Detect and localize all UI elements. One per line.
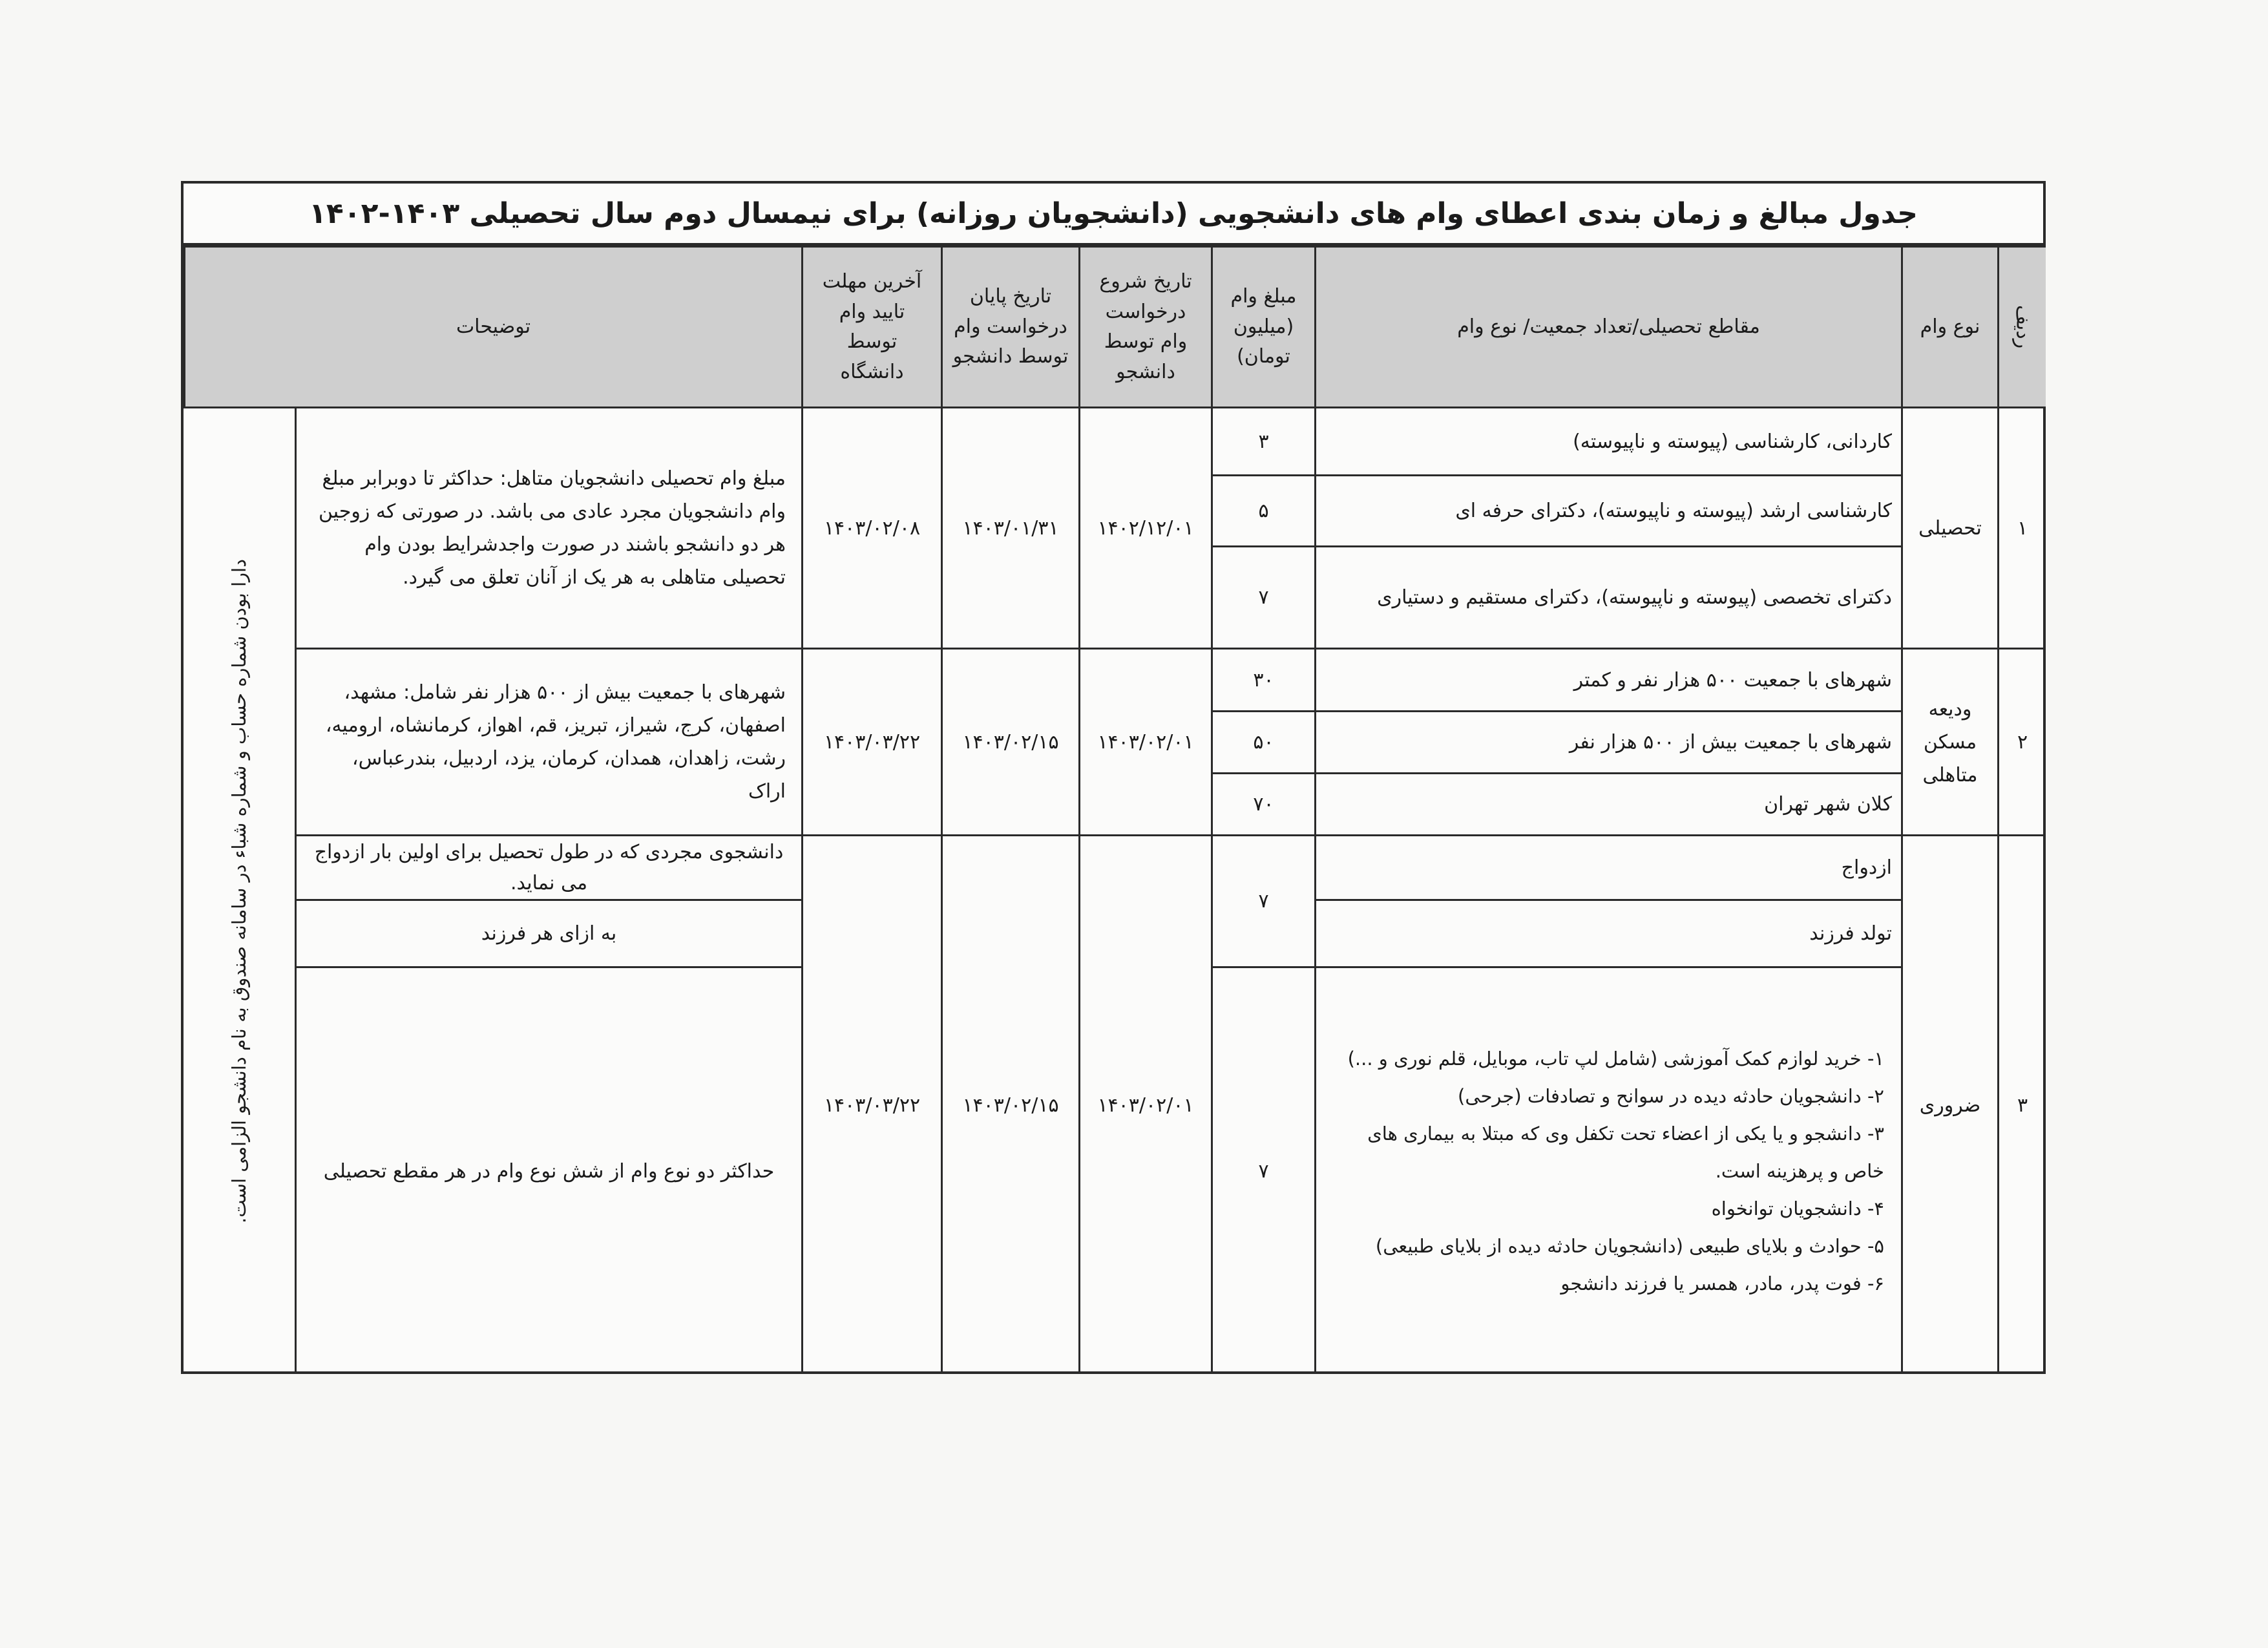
deadline-1: ۱۴۰۳/۰۲/۰۸ — [801, 407, 941, 648]
row-number-1: ۱ — [1997, 407, 2046, 648]
deadline-2: ۱۴۰۳/۰۳/۲۲ — [801, 648, 941, 834]
note-1: مبلغ وام تحصیلی دانشجویان متاهل: حداکثر تا دوبرابر مبلغ وام دانشجویان مجرد عادی می باشد. در صورتی که زوجین هر دو دانشجو باشند در صورت واجدشرایط بودن وام تحصیلی متاهلی به هر یک از آنان تعلق می گیرد. — [295, 407, 801, 648]
amount-1-2: ۵ — [1211, 474, 1314, 545]
segment-2-3: کلان شهر تهران — [1314, 772, 1901, 834]
list-item: ۲- دانشجویان حادثه دیده در سوانح و تصادفات (جرحی) — [1458, 1085, 1884, 1107]
segment-1-2: کارشناسی ارشد (پیوسته و ناپیوسته)، دکترای حرفه ای — [1314, 474, 1901, 545]
amount-1-1: ۳ — [1211, 407, 1314, 474]
list-item: ۳- دانشجو و یا یکی از اعضاء تحت تکفل وی که مبتلا به بیماری های — [1367, 1123, 1884, 1145]
header-start-date: تاریخ شروع درخواست وام توسط دانشجو — [1078, 246, 1211, 407]
header-notes: توضیحات — [184, 246, 801, 407]
list-item: ۵- حوادث و بلایای طبیعی (دانشجویان حادثه دیده از بلایای طبیعی) — [1375, 1235, 1884, 1257]
header-segments: مقاطع تحصیلی/تعداد جمعیت/ نوع وام — [1314, 246, 1901, 407]
table-title: جدول مبالغ و زمان بندی اعطای وام های دانشجویی (دانشجویان روزانه) برای نیمسال دوم سال تحصیلی ۱۴۰۳-۱۴۰۲ — [184, 184, 2043, 246]
amount-3-a: ۷ — [1211, 834, 1314, 966]
end-date-1: ۱۴۰۳/۰۱/۳۱ — [941, 407, 1078, 648]
list-item: ۴- دانشجویان توانخواه — [1711, 1198, 1884, 1220]
segment-2-1: شهرهای با جمعیت ۵۰۰ هزار نفر و کمتر — [1314, 648, 1901, 710]
row-number-3: ۳ — [1997, 834, 2046, 1374]
header-end-date: تاریخ پایان درخواست وام توسط دانشجو — [941, 246, 1078, 407]
list-item: خاص و پرهزینه است. — [1715, 1160, 1884, 1182]
loan-type-housing: ودیعه مسکن متاهلی — [1901, 648, 1997, 834]
loan-type-essential: ضروری — [1901, 834, 1997, 1374]
note-child: به ازای هر فرزند — [295, 899, 801, 966]
amount-2-2: ۵۰ — [1211, 710, 1314, 772]
list-item: ۶- فوت پدر، مادر، همسر یا فرزند دانشجو — [1560, 1273, 1884, 1294]
start-date-2: ۱۴۰۳/۰۲/۰۱ — [1078, 648, 1211, 834]
list-item: ۱- خرید لوازم کمک آموزشی (شامل لپ تاب، موبایل، قلم نوری و ...) — [1347, 1048, 1884, 1070]
loan-type-educational: تحصیلی — [1901, 407, 1997, 648]
start-date-3: ۱۴۰۳/۰۲/۰۱ — [1078, 834, 1211, 1374]
side-note-column — [184, 407, 295, 1374]
loan-table-sheet — [181, 181, 2046, 1374]
header-deadline: آخرین مهلت تایید وام توسط دانشگاه — [801, 246, 941, 407]
essential-list — [1333, 1040, 1884, 1302]
note-marriage: دانشجوی مجردی که در طول تحصیل برای اولین بار ازدواج می نماید. — [295, 834, 801, 899]
side-note: دارا بودن شماره حساب و شماره شباء در سامانه صندوق به نام دانشجو الزامی است. — [228, 559, 250, 1223]
end-date-2: ۱۴۰۳/۰۲/۱۵ — [941, 648, 1078, 834]
segment-1-1: کاردانی، کارشناسی (پیوسته و ناپیوسته) — [1314, 407, 1901, 474]
amount-2-1: ۳۰ — [1211, 648, 1314, 710]
note-list: حداکثر دو نوع وام از شش نوع وام در هر مقطع تحصیلی — [295, 966, 801, 1374]
segment-2-2: شهرهای با جمعیت بیش از ۵۰۰ هزار نفر — [1314, 710, 1901, 772]
amount-2-3: ۷۰ — [1211, 772, 1314, 834]
segment-1-3: دکترای تخصصی (پیوسته و ناپیوسته)، دکترای مستقیم و دستیاری — [1314, 545, 1901, 648]
segment-childbirth: تولد فرزند — [1314, 899, 1901, 966]
deadline-3: ۱۴۰۳/۰۳/۲۲ — [801, 834, 941, 1374]
header-row-number: ردیف — [1997, 246, 2046, 407]
segment-essential-list — [1314, 966, 1901, 1374]
segment-marriage: ازدواج — [1314, 834, 1901, 899]
end-date-3: ۱۴۰۳/۰۲/۱۵ — [941, 834, 1078, 1374]
header-loan-type: نوع وام — [1901, 246, 1997, 407]
amount-1-3: ۷ — [1211, 545, 1314, 648]
start-date-1: ۱۴۰۲/۱۲/۰۱ — [1078, 407, 1211, 648]
header-amount: مبلغ وام (میلیون تومان) — [1211, 246, 1314, 407]
note-2: شهرهای با جمعیت بیش از ۵۰۰ هزار نفر شامل: مشهد، اصفهان، کرج، شیراز، تبریز، قم، اهواز، کرمانشاه، ارومیه، رشت، زاهدان، همدان، کرمان، یزد، اردبیل، بندرعباس، اراک — [295, 648, 801, 834]
row-number-2: ۲ — [1997, 648, 2046, 834]
amount-3-b: ۷ — [1211, 966, 1314, 1374]
